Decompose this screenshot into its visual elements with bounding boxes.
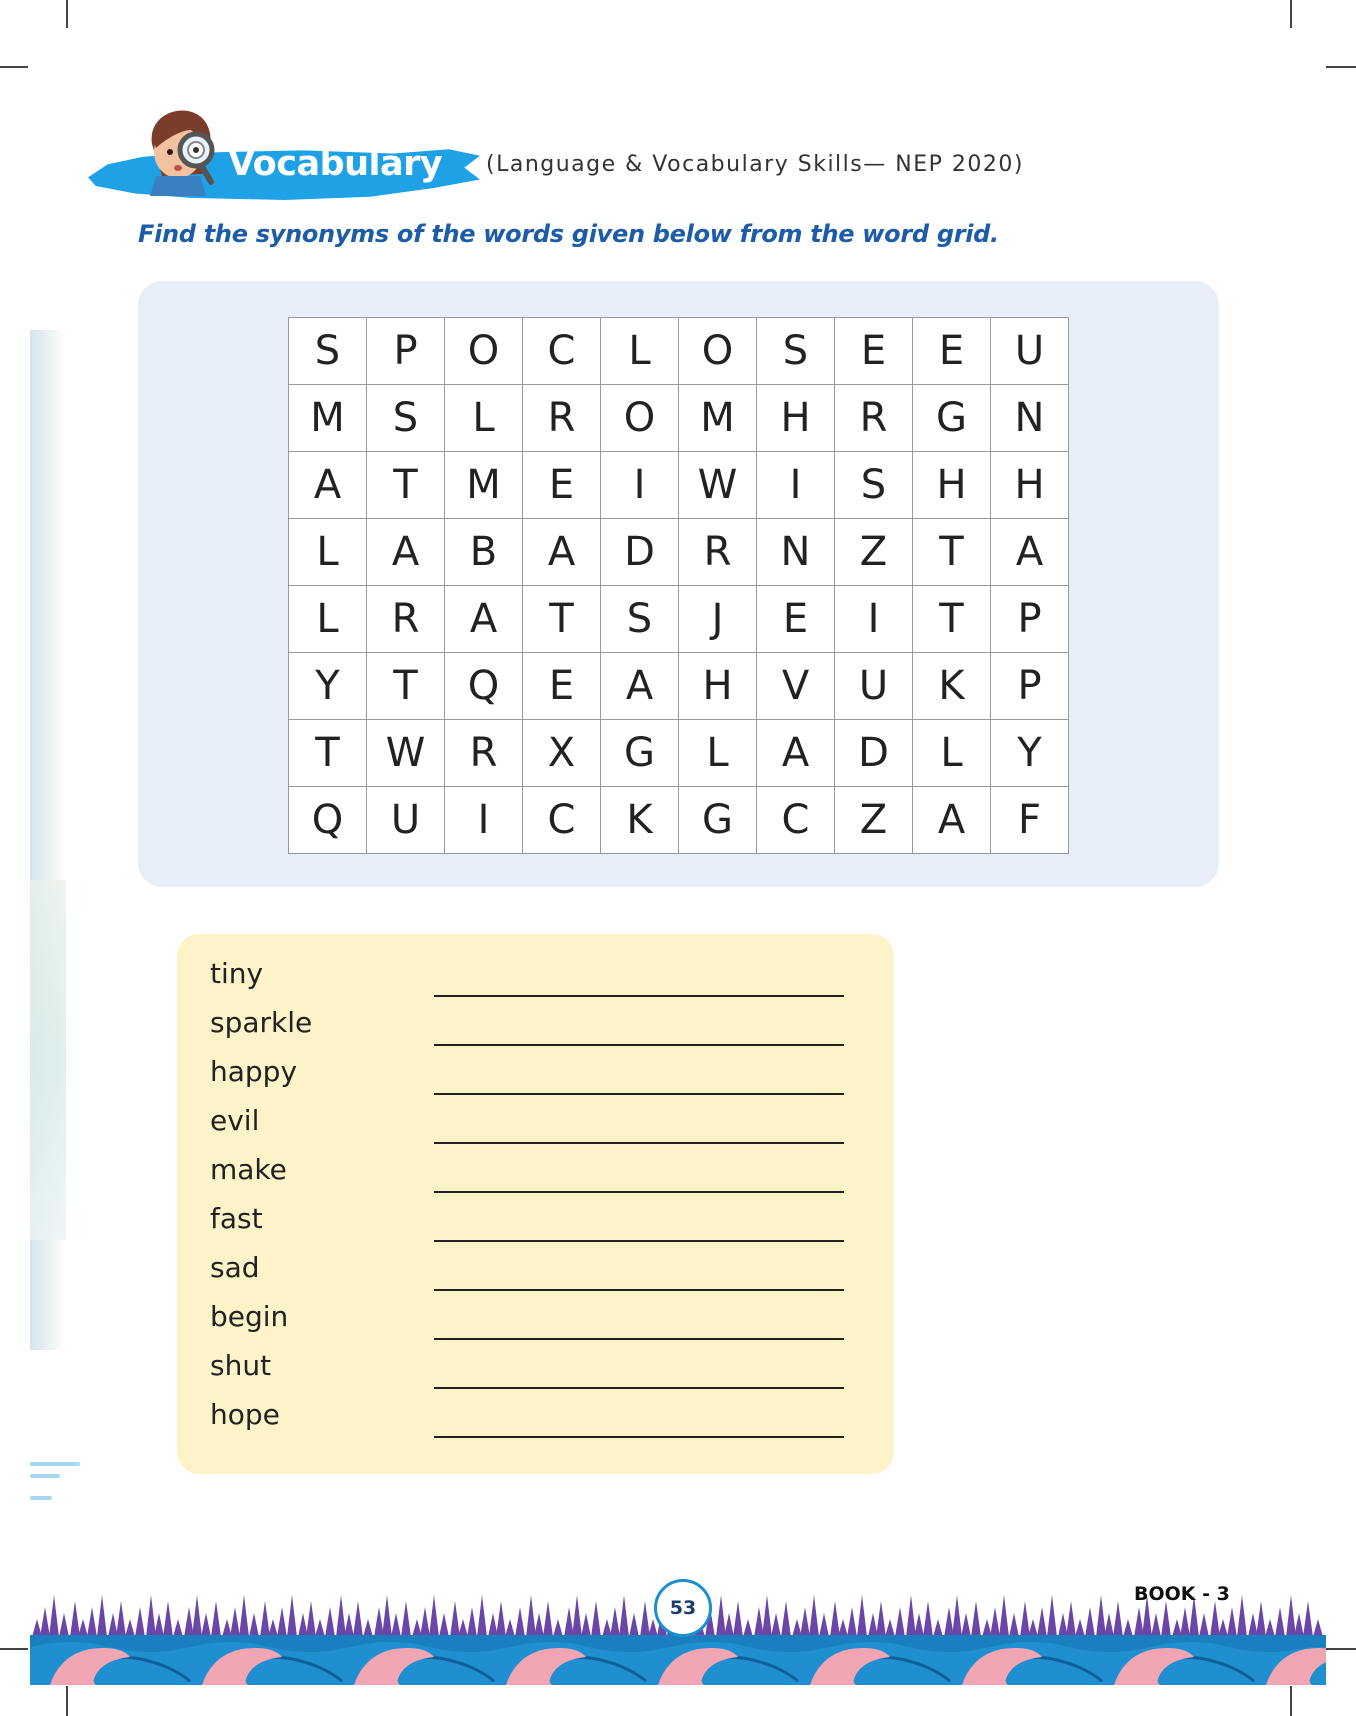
grid-cell[interactable]: U [991, 318, 1069, 385]
grid-cell[interactable]: A [367, 519, 445, 586]
tree-shape [211, 1601, 221, 1637]
grid-cell[interactable]: M [445, 452, 523, 519]
edge-mark [30, 1462, 80, 1466]
grid-cell[interactable]: S [367, 385, 445, 452]
tree-shape [543, 1601, 553, 1637]
tree-shape [1096, 1595, 1106, 1637]
grid-row [289, 787, 1069, 854]
tree-shape [154, 1613, 164, 1637]
word-row [210, 1251, 850, 1299]
grid-cell[interactable]: R [445, 720, 523, 787]
grid-cell[interactable]: E [757, 586, 835, 653]
instruction-text: Find the synonyms of the words given below from the word grid. [138, 220, 999, 248]
grid-cell[interactable]: E [523, 653, 601, 720]
tree-shape [906, 1595, 916, 1637]
tree-shape [239, 1595, 249, 1637]
grid-cell[interactable]: A [913, 787, 991, 854]
grid-cell[interactable]: T [913, 519, 991, 586]
grid-row [289, 519, 1069, 586]
tree-shape [336, 1595, 346, 1637]
word-row [210, 1006, 850, 1054]
grid-cell[interactable]: A [757, 720, 835, 787]
tree-shape [1028, 1619, 1038, 1637]
tree-shape [743, 1619, 753, 1637]
grid-cell[interactable]: H [913, 452, 991, 519]
grid-cell[interactable]: I [757, 452, 835, 519]
tree-shape [914, 1613, 924, 1637]
grid-cell[interactable]: R [367, 586, 445, 653]
tree-shape [564, 1607, 574, 1637]
section-title: Vocabulary [228, 144, 443, 184]
tree-shape [458, 1619, 468, 1637]
tree-shape [923, 1601, 933, 1637]
tree-shape [344, 1613, 354, 1637]
grid-cell[interactable]: S [757, 318, 835, 385]
grid-cell[interactable]: A [601, 653, 679, 720]
tree-shape [961, 1613, 971, 1637]
answer-line[interactable] [434, 1142, 844, 1144]
grid-cell[interactable]: G [601, 720, 679, 787]
tree-shape [70, 1601, 80, 1637]
grid-cell[interactable]: S [835, 452, 913, 519]
tree-shape [450, 1601, 460, 1637]
tree-shape [1151, 1613, 1161, 1637]
word-label: begin [210, 1300, 289, 1333]
crop-mark [1290, 0, 1292, 28]
grid-cell[interactable]: A [523, 519, 601, 586]
grid-cell[interactable]: L [601, 318, 679, 385]
grid-cell[interactable]: C [523, 318, 601, 385]
grid-cell[interactable]: P [367, 318, 445, 385]
tree-shape [515, 1607, 525, 1637]
tree-shape [315, 1619, 325, 1637]
grid-cell[interactable]: K [913, 653, 991, 720]
tree-shape [895, 1607, 905, 1637]
tree-shape [1123, 1619, 1133, 1637]
grid-cell[interactable]: X [523, 720, 601, 787]
answer-line[interactable] [434, 1338, 844, 1340]
grid-cell[interactable]: Y [991, 720, 1069, 787]
tree-shape [754, 1607, 764, 1637]
tree-shape [933, 1619, 943, 1637]
word-row [210, 1104, 850, 1152]
grid-cell[interactable]: T [367, 653, 445, 720]
tree-shape [1265, 1619, 1275, 1637]
word-row [210, 1349, 850, 1397]
grid-cell[interactable]: I [445, 787, 523, 854]
tree-shape [762, 1595, 772, 1637]
grid-cell[interactable]: N [757, 519, 835, 586]
answer-line[interactable] [434, 995, 844, 997]
grid-cell[interactable]: E [835, 318, 913, 385]
grid-cell[interactable]: A [289, 452, 367, 519]
tree-shape [401, 1601, 411, 1637]
grid-cell[interactable]: P [991, 653, 1069, 720]
grid-cell[interactable]: H [991, 452, 1069, 519]
tree-shape [619, 1595, 629, 1637]
answer-line[interactable] [434, 1240, 844, 1242]
word-grid [288, 317, 1069, 854]
word-label: shut [210, 1349, 272, 1382]
tree-shape [277, 1607, 287, 1637]
grid-cell[interactable]: K [601, 787, 679, 854]
word-row [210, 1300, 850, 1348]
grid-cell[interactable]: L [679, 720, 757, 787]
tree-shape [1134, 1607, 1144, 1637]
tree-shape [1237, 1595, 1247, 1637]
answer-line[interactable] [434, 1044, 844, 1046]
tree-shape [819, 1613, 829, 1637]
word-row [210, 1398, 850, 1446]
tree-shape [1227, 1607, 1237, 1637]
answer-line[interactable] [434, 1093, 844, 1095]
tree-shape [146, 1595, 156, 1637]
tree-shape [505, 1619, 515, 1637]
grid-cell[interactable]: Z [835, 787, 913, 854]
tree-shape [944, 1607, 954, 1637]
tree-shape [800, 1607, 810, 1637]
grid-cell[interactable]: E [913, 318, 991, 385]
grid-cell[interactable]: U [367, 787, 445, 854]
tree-shape [771, 1613, 781, 1637]
crop-mark [66, 1686, 68, 1716]
answer-line[interactable] [434, 1191, 844, 1193]
crop-mark [0, 1648, 28, 1650]
tree-shape [1037, 1607, 1047, 1637]
tree-shape [249, 1613, 259, 1637]
tree-shape [173, 1619, 183, 1637]
page-edge-illustration [30, 880, 66, 1240]
grid-row [289, 720, 1069, 787]
tree-shape [1113, 1601, 1123, 1637]
tree-shape [287, 1595, 297, 1637]
tree-shape [952, 1595, 962, 1637]
grid-cell[interactable]: Y [289, 653, 367, 720]
tree-shape [999, 1595, 1009, 1637]
word-label: sparkle [210, 1006, 313, 1039]
answer-line[interactable] [434, 1387, 844, 1389]
tree-shape [184, 1607, 194, 1637]
page-number-badge: 53 [654, 1579, 712, 1637]
tree-shape [610, 1607, 620, 1637]
section-subtitle: (Language & Vocabulary Skills— NEP 2020) [486, 152, 1024, 177]
tree-shape [581, 1613, 591, 1637]
grid-cell[interactable]: D [601, 519, 679, 586]
crop-mark [1326, 1648, 1356, 1650]
edge-mark [30, 1496, 52, 1500]
tree-shape [1199, 1613, 1209, 1637]
grid-cell[interactable]: H [757, 385, 835, 452]
grid-cell[interactable]: T [367, 452, 445, 519]
tree-shape [429, 1595, 439, 1637]
tree-shape [990, 1607, 1000, 1637]
tree-shape [374, 1607, 384, 1637]
grid-cell[interactable]: T [523, 586, 601, 653]
tree-shape [1303, 1601, 1313, 1637]
tree-shape [87, 1607, 97, 1637]
word-label: fast [210, 1202, 263, 1235]
crop-mark [1290, 1686, 1292, 1716]
grid-cell[interactable]: N [991, 385, 1069, 452]
grid-cell[interactable]: Q [445, 653, 523, 720]
tree-shape [1256, 1601, 1266, 1637]
tree-shape [268, 1619, 278, 1637]
word-label: evil [210, 1104, 260, 1137]
tree-shape [420, 1607, 430, 1637]
tree-shape [1085, 1607, 1095, 1637]
word-label: make [210, 1153, 287, 1186]
word-row [210, 1055, 850, 1103]
tree-shape [1161, 1601, 1171, 1637]
crop-mark [0, 66, 28, 68]
grid-cell[interactable]: F [991, 787, 1069, 854]
grid-cell[interactable]: O [679, 318, 757, 385]
tree-shape [391, 1613, 401, 1637]
grid-cell[interactable]: U [835, 653, 913, 720]
tree-shape [135, 1607, 145, 1637]
tree-shape [363, 1619, 373, 1637]
grid-cell[interactable]: G [679, 787, 757, 854]
tree-shape [78, 1619, 88, 1637]
tree-shape [40, 1607, 50, 1637]
grid-cell[interactable]: Z [835, 519, 913, 586]
word-label: sad [210, 1251, 260, 1284]
grid-cell[interactable]: O [445, 318, 523, 385]
tree-shape [781, 1601, 791, 1637]
tree-shape [534, 1613, 544, 1637]
tree-shape [1020, 1601, 1030, 1637]
crop-mark [1326, 66, 1356, 68]
tree-shape [477, 1595, 487, 1637]
answer-line[interactable] [434, 1436, 844, 1438]
grid-cell[interactable]: M [289, 385, 367, 452]
grid-cell[interactable]: L [445, 385, 523, 452]
tree-shape [838, 1619, 848, 1637]
grid-row [289, 385, 1069, 452]
grid-cell[interactable]: L [913, 720, 991, 787]
grid-cell[interactable]: O [601, 385, 679, 452]
tree-shape [591, 1601, 601, 1637]
grid-cell[interactable]: I [601, 452, 679, 519]
word-label: hope [210, 1398, 280, 1431]
tree-shape [116, 1601, 126, 1637]
grid-cell[interactable]: M [679, 385, 757, 452]
tree-shape [1218, 1619, 1228, 1637]
book-label: BOOK - 3 [1134, 1583, 1230, 1605]
grid-cell[interactable]: D [835, 720, 913, 787]
tree-shape [382, 1595, 392, 1637]
word-row [210, 1202, 850, 1250]
tree-shape [526, 1595, 536, 1637]
grid-cell[interactable]: P [991, 586, 1069, 653]
tree-shape [1009, 1613, 1019, 1637]
grid-cell[interactable]: L [289, 586, 367, 653]
tree-shape [629, 1613, 639, 1637]
grid-cell[interactable]: R [835, 385, 913, 452]
grid-cell[interactable]: H [679, 653, 757, 720]
tree-shape [876, 1601, 886, 1637]
grid-cell[interactable]: E [523, 452, 601, 519]
tree-shape [125, 1619, 135, 1637]
tree-shape [553, 1619, 563, 1637]
tree-shape [353, 1601, 363, 1637]
grid-cell[interactable]: T [913, 586, 991, 653]
tree-shape [1075, 1619, 1085, 1637]
tree-shape [1180, 1607, 1190, 1637]
tree-shape [163, 1601, 173, 1637]
grid-cell[interactable]: I [835, 586, 913, 653]
grid-cell[interactable]: C [757, 787, 835, 854]
grid-cell[interactable]: B [445, 519, 523, 586]
tree-shape [885, 1619, 895, 1637]
tree-shape [439, 1613, 449, 1637]
tree-shape [59, 1613, 69, 1637]
grid-cell[interactable]: J [679, 586, 757, 653]
tree-shape [97, 1595, 107, 1637]
tree-shape [260, 1601, 270, 1637]
word-row [210, 957, 850, 1005]
girl-with-magnifier-icon [134, 104, 226, 196]
grid-cell[interactable]: R [523, 385, 601, 452]
tree-shape [830, 1601, 840, 1637]
tree-shape [1066, 1601, 1076, 1637]
grid-cell[interactable]: S [289, 318, 367, 385]
tree-shape [733, 1601, 743, 1637]
grid-cell[interactable]: S [601, 586, 679, 653]
word-label: tiny [210, 957, 264, 990]
grid-cell[interactable]: R [679, 519, 757, 586]
tree-shape [971, 1601, 981, 1637]
tree-shape [572, 1595, 582, 1637]
tree-shape [1313, 1619, 1323, 1637]
word-label: happy [210, 1055, 298, 1088]
grid-cell[interactable]: A [445, 586, 523, 653]
tree-shape [496, 1601, 506, 1637]
edge-mark [30, 1474, 60, 1478]
tree-shape [1275, 1607, 1285, 1637]
tree-shape [1294, 1613, 1304, 1637]
grid-cell[interactable]: L [289, 519, 367, 586]
grid-row [289, 452, 1069, 519]
grid-cell[interactable]: W [367, 720, 445, 787]
grid-cell[interactable]: W [679, 452, 757, 519]
tree-shape [724, 1613, 734, 1637]
grid-cell[interactable]: C [523, 787, 601, 854]
tree-shape [192, 1595, 202, 1637]
tree-shape [49, 1595, 59, 1637]
grid-row [289, 318, 1069, 385]
grid-cell[interactable]: A [991, 519, 1069, 586]
tree-shape [1286, 1595, 1296, 1637]
grid-row [289, 653, 1069, 720]
grid-cell[interactable]: V [757, 653, 835, 720]
tree-shape [1104, 1613, 1114, 1637]
word-row [210, 1153, 850, 1201]
grid-row [289, 586, 1069, 653]
tree-shape [640, 1601, 650, 1637]
tree-shape [325, 1607, 335, 1637]
grid-cell[interactable]: Q [289, 787, 367, 854]
answer-line[interactable] [434, 1289, 844, 1291]
tree-shape [847, 1607, 857, 1637]
tree-shape [306, 1601, 316, 1637]
tree-shape [1210, 1601, 1220, 1637]
tree-shape [1047, 1595, 1057, 1637]
crop-mark [66, 0, 68, 28]
tree-shape [716, 1595, 726, 1637]
tree-shape [201, 1613, 211, 1637]
grid-cell[interactable]: T [289, 720, 367, 787]
tree-shape [467, 1607, 477, 1637]
grid-cell[interactable]: G [913, 385, 991, 452]
tree-shape [230, 1607, 240, 1637]
tree-shape [809, 1595, 819, 1637]
tree-shape [857, 1595, 867, 1637]
